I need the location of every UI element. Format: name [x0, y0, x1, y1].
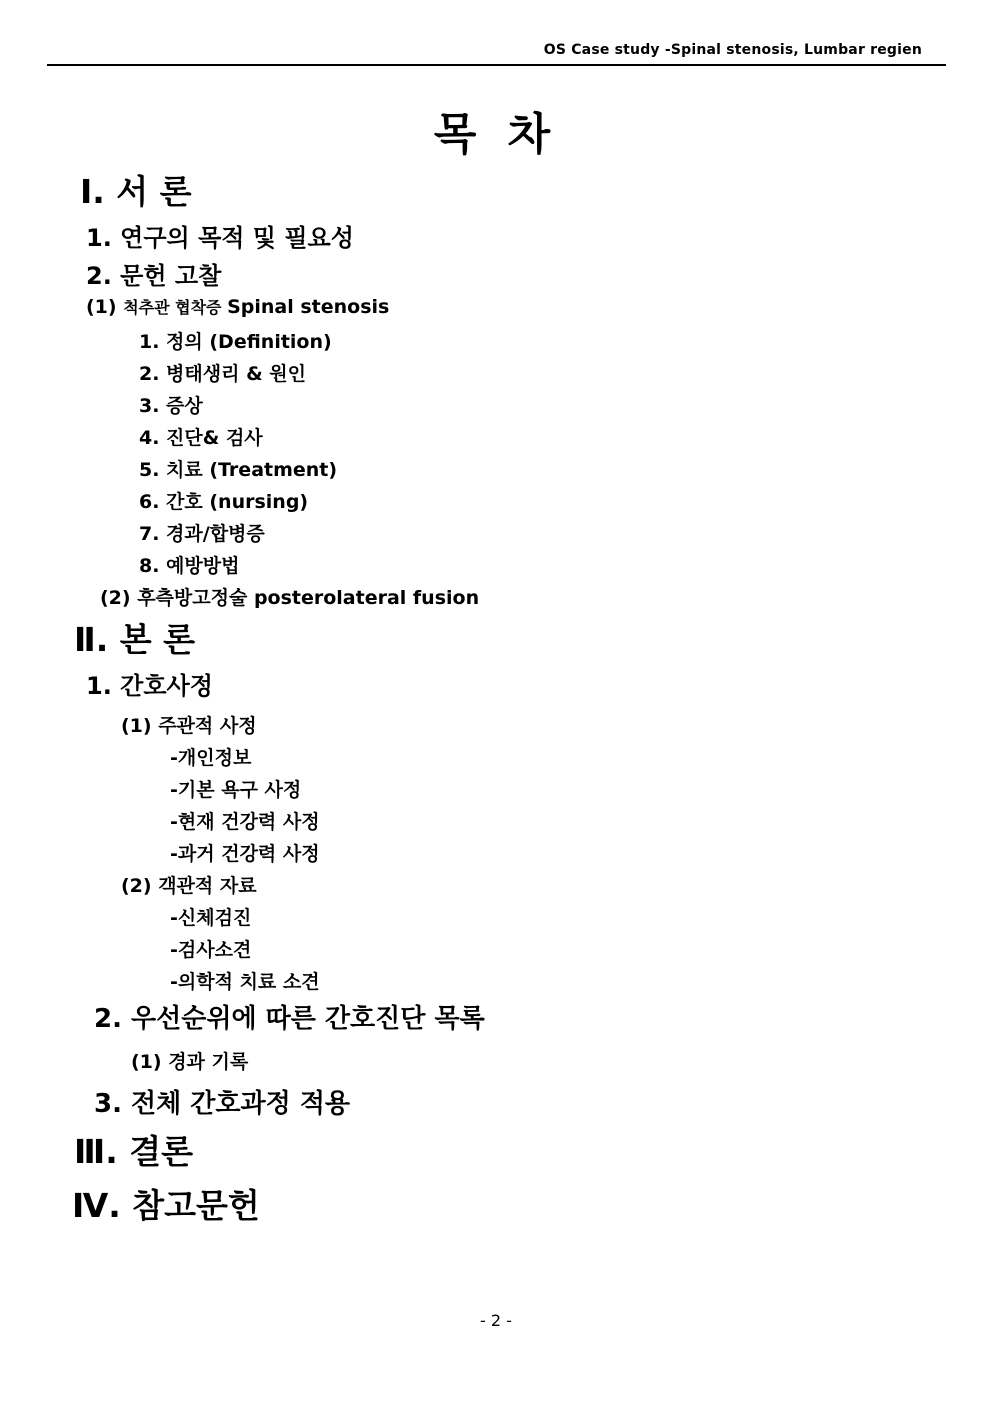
toc-chapter-references: Ⅳ. 참고문헌 — [72, 1186, 260, 1225]
toc-subitem-posterolateral-fusion: (2) 후측방고정술 posterolateral fusion — [100, 587, 480, 609]
toc-topic-symptoms: 3. 증상 — [139, 395, 203, 417]
toc-subitem-spinal-stenosis — [86, 295, 389, 318]
toc-topic-complications: 7. 경과/합병증 — [139, 523, 265, 545]
toc-item-assessment: 1. 간호사정 — [86, 672, 213, 700]
toc-topic-basic-needs: -기본 욕구 사정 — [170, 779, 302, 801]
page-title: 목 차 — [433, 109, 559, 160]
toc-subitem-progress-notes: (1) 경과 기록 — [131, 1051, 249, 1073]
header-title: OS Case study -Spinal stenosis, Lumbar regien — [543, 42, 922, 58]
toc-chapter-body: Ⅱ. 본 론 — [74, 620, 196, 659]
page-number: - 2 - — [480, 1311, 512, 1330]
toc-topic-physical-exam: -신체검진 — [170, 907, 252, 929]
toc-item-literature: 2. 문헌 고찰 — [86, 262, 222, 290]
toc-item-purpose: 1. 연구의 목적 및 필요성 — [86, 224, 354, 252]
toc-topic-diagnosis: 4. 진단& 검사 — [139, 427, 263, 449]
toc-item-nursing-diagnosis: 2. 우선순위에 따른 간호진단 목록 — [94, 1004, 485, 1034]
toc-subitem-english: Spinal stenosis — [227, 296, 390, 318]
toc-topic-prevention: 8. 예방방법 — [139, 555, 240, 577]
toc-subitem-subjective: (1) 주관적 사정 — [121, 715, 257, 737]
toc-topic-past-health: -과거 건강력 사정 — [170, 843, 320, 865]
toc-topic-treatment: 5. 치료 (Treatment) — [139, 459, 338, 481]
page-header — [47, 38, 946, 66]
toc-topic-test-findings: -검사소견 — [170, 939, 252, 961]
toc-subitem-number: (1) — [86, 296, 124, 318]
toc-item-nursing-process: 3. 전체 간호과정 적용 — [94, 1089, 351, 1119]
toc-subitem-objective: (2) 객관적 자료 — [121, 875, 257, 897]
toc-topic-medical-treatment: -의학적 치료 소견 — [170, 971, 320, 993]
toc-topic-current-health: -현재 건강력 사정 — [170, 811, 320, 833]
toc-chapter-intro: Ⅰ. 서 론 — [80, 172, 192, 211]
toc-topic-personal-info: -개인정보 — [170, 747, 252, 769]
toc-chapter-conclusion: Ⅲ. 결론 — [74, 1132, 193, 1171]
toc-topic-nursing: 6. 간호 (nursing) — [139, 491, 309, 513]
toc-topic-pathophysiology: 2. 병태생리 & 원인 — [139, 363, 306, 385]
toc-topic-definition: 1. 정의 (Definition) — [139, 331, 332, 353]
toc-subitem-korean: 척추관 협착증 — [123, 298, 228, 317]
